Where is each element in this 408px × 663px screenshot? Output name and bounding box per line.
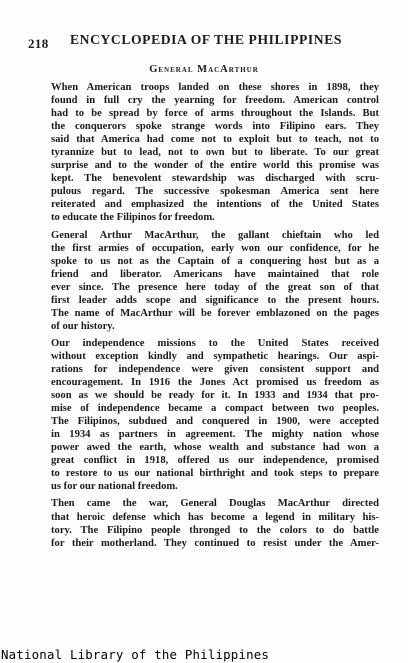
text-line: first leader adds scope and significance to the present hours.: [51, 294, 379, 306]
text-line: of our history.: [51, 320, 115, 332]
text-line: When American troops landed on these shores in 1898, they: [51, 82, 379, 93]
text-line: kept. The benevolent stewardship was discharged with scru-: [51, 173, 379, 185]
text-line: for their motherland. They continued to resist under the Amer-: [51, 537, 379, 549]
text-line: spoke to us not as the Captain of a conquering host but as a: [51, 255, 379, 267]
text-line: us for our national freedom.: [51, 481, 178, 493]
text-line: the first armies of occupation, early won our confidence, for he: [51, 242, 379, 254]
text-line: surprise and to the wonder of the entire world this promise was: [51, 160, 379, 172]
paragraph: [33, 229, 379, 333]
text-line: tory. The Filipino people thronged to the colors to do battle: [51, 524, 379, 536]
text-line: rations for independence were given consistent support and: [51, 363, 379, 375]
text-line: ever since. The presence here today of the great son of that: [51, 281, 379, 293]
text-line: pulous regard. The successive spokesman America sent here: [51, 186, 379, 198]
text-line: to educate the Filipinos for freedom.: [51, 212, 215, 224]
text-line: power awed the earth, whose wealth and substance had won a: [51, 442, 379, 454]
text-line: great conflict in 1918, offered us our independence, promised: [51, 455, 379, 467]
text-line: reiterated and emphasized the intentions of the United States: [51, 199, 379, 211]
text-line: had to be spread by force of arms throughout the Islands. But: [51, 108, 379, 120]
text-line: General Arthur MacArthur, the gallant chieftain who led: [51, 229, 379, 241]
text-line: found in full cry the yearning for freedom. American control: [51, 95, 379, 107]
paragraph: [33, 81, 379, 225]
text-line: the conquerors spoke strange words into Filipino ears. They: [51, 121, 379, 133]
text-line: to restore to us our national birthright and took steps to prepare: [51, 468, 379, 480]
text-line: said that America had come not to exploit but to teach, not to: [51, 134, 379, 146]
text-line: that heroic defense which has become a legend in military his-: [51, 511, 379, 523]
running-title: ENCYCLOPEDIA OF THE PHILIPPINES: [70, 32, 343, 47]
text-line: The name of MacArthur will be forever emblazoned on the pages: [51, 307, 379, 319]
text-line: friend and liberator. Americans have maintained that role: [51, 268, 379, 280]
section-title: General MacArthur: [149, 64, 259, 75]
text-line: mise of independence became a compact between two peoples.: [51, 403, 379, 415]
paragraph: [33, 497, 379, 549]
text-line: in 1934 as partners in agreement. The mighty nation whose: [51, 429, 379, 441]
text-line: Our independence missions to the United States received: [51, 337, 379, 349]
text-line: tyrannize but to lead, not to own but to liberate. To our great: [51, 147, 379, 159]
running-header: [28, 32, 388, 50]
body-text: [33, 81, 379, 554]
page-number: 218: [28, 36, 49, 51]
footer-credit: National Library of the Philippines: [1, 647, 270, 662]
text-line: Then came the war, General Douglas MacArthur directed: [51, 498, 379, 510]
text-line: The Filipinos, subdued and conquered in 1900, were accepted: [51, 416, 379, 428]
text-line: soon as we should be ready for it. In 1933 and 1934 that pro-: [51, 390, 379, 402]
text-line: encouragement. In 1916 the Jones Act promised us freedom as: [51, 377, 379, 389]
paragraph: [33, 337, 379, 494]
text-line: without exception kindly and sympathetic hearings. Our aspi-: [51, 350, 379, 362]
